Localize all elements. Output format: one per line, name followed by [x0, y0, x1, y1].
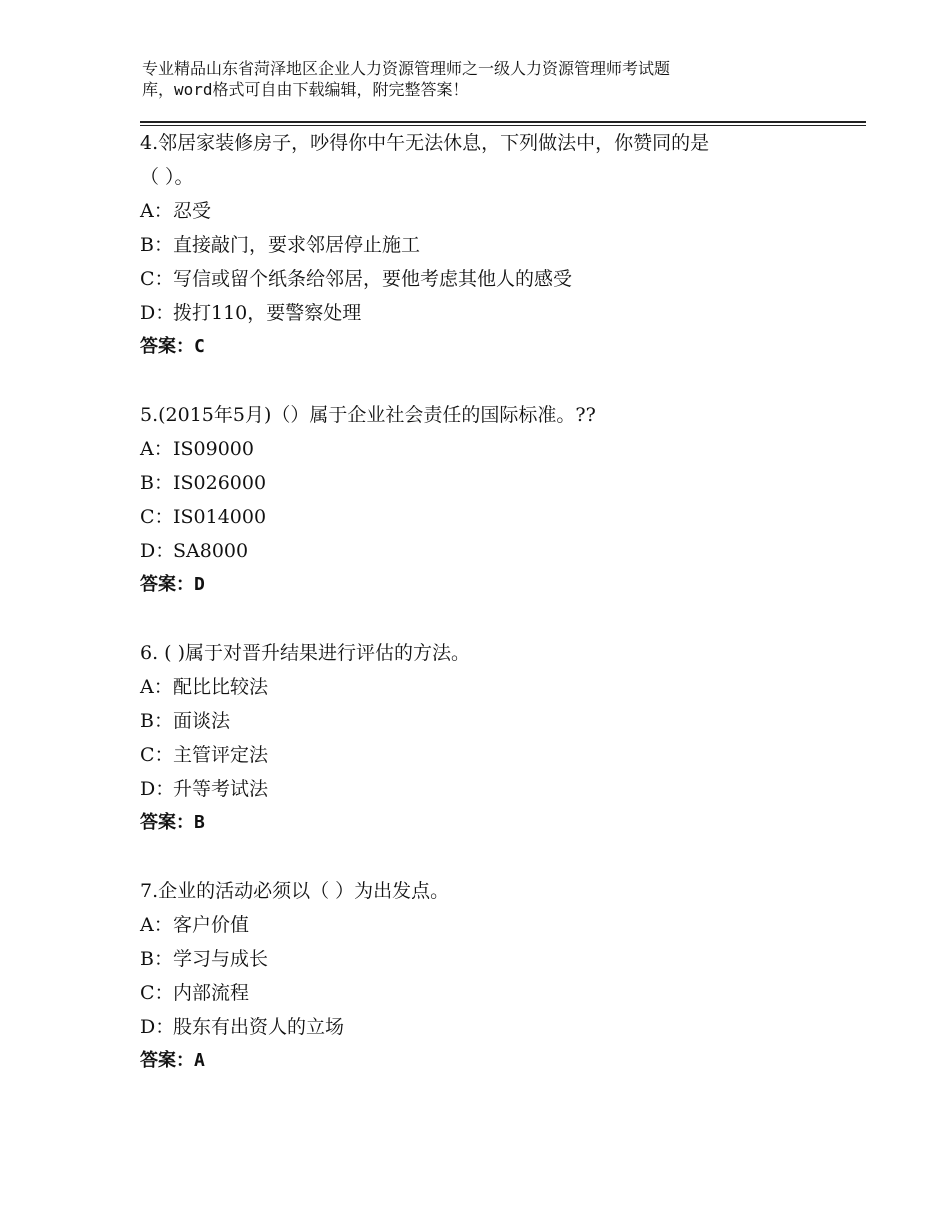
option-text: 股东有出资人的立场 [173, 1016, 345, 1038]
option-letter: D： [140, 302, 175, 324]
header-line-2: 库，word格式可自由下载编辑，附完整答案！ [142, 80, 469, 99]
option-letter: D： [140, 778, 175, 800]
option-b [140, 466, 840, 500]
option-d [140, 296, 840, 330]
option-letter: B： [140, 234, 173, 256]
answer-label: 答案：D [140, 574, 205, 595]
question-text: 7.企业的活动必须以（ ）为出发点。 [140, 880, 450, 902]
option-letter: A： [140, 438, 173, 460]
question-text: 6. ( )属于对晋升结果进行评估的方法。 [140, 642, 471, 664]
option-d [140, 534, 840, 568]
option-text: 配比比较法 [173, 676, 269, 698]
option-a [140, 670, 840, 704]
option-letter: D： [140, 1016, 175, 1038]
question-text-line-2: （ ）。 [140, 166, 194, 188]
option-letter: C： [140, 506, 174, 528]
option-letter: B： [140, 472, 173, 494]
option-letter: D： [140, 540, 175, 562]
option-text: 面谈法 [173, 710, 231, 732]
option-c [140, 976, 840, 1010]
spacer [140, 602, 840, 636]
option-text: IS014000 [173, 506, 267, 528]
option-text: IS026000 [173, 472, 267, 494]
option-a [140, 432, 840, 466]
option-text: 升等考试法 [173, 778, 269, 800]
option-c [140, 500, 840, 534]
option-c [140, 738, 840, 772]
option-text: IS09000 [173, 438, 254, 460]
question-5 [140, 398, 840, 602]
answer-label: 答案：A [140, 1050, 205, 1071]
document-header [142, 58, 792, 100]
option-text: 学习与成长 [173, 948, 269, 970]
option-text: 拨打110，要警察处理 [173, 302, 362, 324]
question-text-line-1: 4.邻居家装修房子，吵得你中午无法休息，下列做法中，你赞同的是 [140, 132, 710, 154]
option-letter: A： [140, 914, 173, 936]
option-text: 客户价值 [173, 914, 250, 936]
divider-line-thick [140, 121, 866, 123]
option-b [140, 704, 840, 738]
option-letter: C： [140, 982, 174, 1004]
option-d [140, 1010, 840, 1044]
answer-label: 答案：C [140, 336, 205, 357]
option-letter: A： [140, 200, 173, 222]
option-letter: B： [140, 948, 173, 970]
option-d [140, 772, 840, 806]
option-b [140, 942, 840, 976]
question-6 [140, 636, 840, 840]
option-text: 写信或留个纸条给邻居，要他考虑其他人的感受 [173, 268, 573, 290]
question-7 [140, 874, 840, 1078]
option-letter: B： [140, 710, 173, 732]
option-text: 忍受 [173, 200, 212, 222]
option-letter: C： [140, 268, 174, 290]
option-letter: A： [140, 676, 173, 698]
option-text: 直接敲门，要求邻居停止施工 [173, 234, 421, 256]
option-text: 主管评定法 [173, 744, 269, 766]
spacer [140, 840, 840, 874]
question-4 [140, 126, 840, 364]
option-text: SA8000 [173, 540, 249, 562]
option-text: 内部流程 [173, 982, 250, 1004]
option-letter: C： [140, 744, 174, 766]
question-text [140, 126, 840, 194]
option-c [140, 262, 840, 296]
answer-label: 答案：B [140, 812, 205, 833]
header-line-1: 专业精品山东省菏泽地区企业人力资源管理师之一级人力资源管理师考试题 [142, 59, 671, 78]
option-a [140, 908, 840, 942]
question-list [140, 126, 840, 1078]
spacer [140, 364, 840, 398]
option-b [140, 228, 840, 262]
question-text: 5.(2015年5月)（）属于企业社会责任的国际标准。?? [140, 404, 596, 426]
option-a [140, 194, 840, 228]
